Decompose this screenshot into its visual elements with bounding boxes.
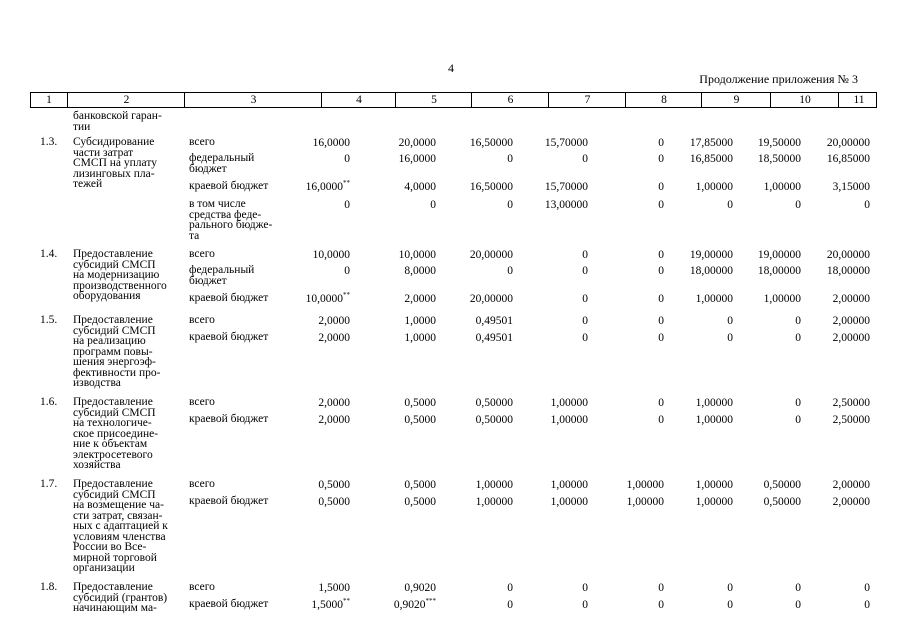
line-label: всего (189, 396, 215, 408)
cell-value (696, 293, 733, 305)
cell-value (306, 181, 350, 193)
cell-value (404, 582, 436, 594)
cell-value-text: 2,00000 (832, 496, 870, 508)
line-label: всего (189, 248, 215, 260)
footnote-mark: *** (425, 597, 436, 605)
cell-value-text: 20,00000 (826, 249, 870, 261)
cell-value-text: 1,5000 (318, 582, 350, 594)
cell-value (404, 265, 436, 277)
cell-value (404, 293, 436, 305)
cell-value (582, 315, 588, 327)
cell-value (696, 181, 733, 193)
cell-value-text: 0 (864, 582, 870, 594)
row-name: Предоставление субсидий СМСП на модернизацию производственного оборудования (73, 248, 167, 302)
cell-value-text: 0,5000 (318, 496, 350, 508)
cell-value (545, 199, 588, 211)
cell-value (344, 265, 350, 277)
cell-value (758, 265, 801, 277)
line-label: краевой бюджет (189, 495, 269, 507)
line-label: федеральный бюджет (189, 264, 255, 287)
cell-value (399, 153, 436, 165)
cell-value-text: 0 (795, 199, 801, 211)
cell-value-text: 1,00000 (695, 181, 733, 193)
cell-value-text: 3,15000 (832, 181, 870, 193)
line-label: в том числе средства феде- рального бюдже- та (189, 198, 273, 242)
cell-value (658, 293, 664, 305)
cell-value (318, 414, 350, 426)
cell-value-text: 0 (658, 153, 664, 165)
cell-value (627, 496, 664, 508)
cell-value (795, 582, 801, 594)
cell-value-text: 18,00000 (757, 265, 801, 277)
cell-value (627, 479, 664, 491)
cell-value (551, 479, 588, 491)
cell-value (658, 199, 664, 211)
cell-value-text: 1,00000 (695, 496, 733, 508)
cell-value (833, 397, 870, 409)
cell-value-text: 1,00000 (763, 181, 801, 193)
line-label: краевой бюджет (189, 598, 269, 610)
cell-value-text: 0 (658, 265, 664, 277)
cell-value-text: 0 (582, 582, 588, 594)
cell-value-text: 16,85000 (689, 153, 733, 165)
cell-value-text: 0 (507, 199, 513, 211)
cell-value-text: 0 (344, 265, 350, 277)
cell-value (507, 265, 513, 277)
header-col: 3 (184, 93, 322, 107)
cell-value-text: 0 (658, 137, 664, 149)
line-label: всего (189, 136, 215, 148)
cell-value (318, 496, 350, 508)
cell-value (470, 249, 513, 261)
line-label: краевой бюджет (189, 180, 269, 192)
cell-value (507, 199, 513, 211)
cell-value-text: 2,00000 (832, 315, 870, 327)
cell-value (696, 397, 733, 409)
cell-value-text: 0 (344, 153, 350, 165)
cell-value (394, 599, 436, 611)
cell-value (404, 315, 436, 327)
cell-value (658, 599, 664, 611)
cell-value (318, 397, 350, 409)
cell-value-text: 0 (507, 153, 513, 165)
cell-value-text: 1,00000 (475, 496, 513, 508)
row-number: 1.4. (40, 248, 58, 260)
cell-value (658, 153, 664, 165)
cell-value-text: 0 (582, 293, 588, 305)
continuation-caption: Продолжение приложения № 3 (699, 72, 858, 86)
cell-value-text: 20,0000 (398, 137, 436, 149)
cell-value-text: 2,00000 (832, 479, 870, 491)
line-label: краевой бюджет (189, 413, 269, 425)
cell-value-text: 1,00000 (695, 414, 733, 426)
cell-value-text: 2,50000 (832, 414, 870, 426)
cell-value-text: 0,5000 (404, 414, 436, 426)
cell-value (476, 397, 513, 409)
cell-value-text: 1,00000 (695, 397, 733, 409)
cell-value-text: 17,85000 (689, 137, 733, 149)
row-name: Предоставление субсидий (грантов) начинающим ма- (73, 581, 168, 614)
cell-value (658, 265, 664, 277)
cell-value-text: 1,00000 (626, 479, 664, 491)
cell-value-text: 19,00000 (757, 249, 801, 261)
cell-value-text: 1,00000 (626, 496, 664, 508)
cell-value (344, 199, 350, 211)
cell-value (658, 332, 664, 344)
footnote-mark: ** (343, 179, 350, 187)
cell-value-text: 2,50000 (832, 397, 870, 409)
cell-value-text: 20,00000 (469, 249, 513, 261)
cell-value-text: 18,00000 (826, 265, 870, 277)
cell-value-text: 0 (795, 332, 801, 344)
cell-value (833, 496, 870, 508)
cell-value-text: 18,50000 (757, 153, 801, 165)
cell-value-text: 1,00000 (550, 479, 588, 491)
page-number: 4 (448, 61, 454, 75)
cell-value (833, 293, 870, 305)
cell-value (430, 199, 436, 211)
cell-value-text: 0 (658, 293, 664, 305)
cell-value (864, 599, 870, 611)
cell-value-text: 0 (658, 599, 664, 611)
cell-value-text: 0 (507, 265, 513, 277)
cell-value (864, 582, 870, 594)
cell-value-text: 0 (582, 315, 588, 327)
cell-value (582, 332, 588, 344)
cell-value (470, 181, 513, 193)
cell-value (690, 249, 733, 261)
cell-value (827, 137, 870, 149)
cell-value-text: 1,0000 (404, 332, 436, 344)
cell-value-text: 0 (658, 249, 664, 261)
cell-value-text: 0 (727, 199, 733, 211)
cell-value (758, 249, 801, 261)
cell-value (404, 414, 436, 426)
cell-value-text: 0 (658, 582, 664, 594)
cell-value (795, 315, 801, 327)
cell-value (833, 181, 870, 193)
cell-value (470, 137, 513, 149)
cell-value (727, 332, 733, 344)
cell-value (833, 332, 870, 344)
cell-value (306, 293, 350, 305)
header-col: 11 (838, 93, 879, 107)
table-header (30, 92, 877, 108)
cell-value-text: 0 (864, 199, 870, 211)
cell-value (658, 397, 664, 409)
cell-value (313, 137, 350, 149)
cell-value (551, 397, 588, 409)
cell-value-text: 8,0000 (404, 265, 436, 277)
cell-value-text: 19,50000 (757, 137, 801, 149)
cell-value-text: 0 (795, 397, 801, 409)
cell-value-text: 2,0000 (404, 293, 436, 305)
line-label: всего (189, 478, 215, 490)
footnote-mark: ** (343, 291, 350, 299)
cell-value (318, 479, 350, 491)
cell-value (311, 599, 350, 611)
cell-value-text: 0 (507, 582, 513, 594)
cell-value (476, 414, 513, 426)
cell-value (507, 582, 513, 594)
header-col: 7 (548, 93, 626, 107)
header-col: 1 (46, 94, 52, 106)
row-name: Предоставление субсидий СМСП на возмещение ча- сти затрат, связан- ных с адаптацией к условиям членства России во Все- мирной торговой организации (73, 478, 168, 574)
row-number: 1.7. (40, 478, 58, 490)
cell-value-text: 0 (582, 249, 588, 261)
header-col: 4 (321, 93, 396, 107)
cell-value (476, 315, 513, 327)
cell-value (507, 153, 513, 165)
row-number: 1.5. (40, 314, 58, 326)
cell-value-text: 2,0000 (318, 414, 350, 426)
cell-value-text: 0 (582, 332, 588, 344)
cell-value-text: 0 (658, 199, 664, 211)
cell-value (582, 599, 588, 611)
cell-value-text: 0,50000 (475, 414, 513, 426)
cell-value (764, 479, 801, 491)
cell-value-text: 0 (727, 599, 733, 611)
cell-value (476, 479, 513, 491)
cell-value (764, 496, 801, 508)
cell-value-text: 0,50000 (763, 496, 801, 508)
cell-value-text: 0 (795, 582, 801, 594)
cell-value-text: 0 (582, 599, 588, 611)
cell-value-text: 20,00000 (469, 293, 513, 305)
cell-value-text: 0 (864, 599, 870, 611)
cell-value (551, 414, 588, 426)
cell-value-text: 0 (430, 199, 436, 211)
cell-value (476, 496, 513, 508)
cell-value (690, 153, 733, 165)
cell-value-text: 0 (658, 397, 664, 409)
row-number: 1.6. (40, 396, 58, 408)
cell-value (404, 397, 436, 409)
cell-value-text: 2,0000 (318, 397, 350, 409)
cell-value-text: 16,0000 (398, 153, 436, 165)
cell-value-text: 0,49501 (475, 332, 513, 344)
cell-value-text: 1,00000 (695, 293, 733, 305)
cell-value-text: 0,50000 (763, 479, 801, 491)
cell-value (696, 414, 733, 426)
cell-value (582, 249, 588, 261)
cell-value (690, 265, 733, 277)
cell-value-text: 16,0000 (305, 181, 343, 193)
cell-value-text: 0 (727, 332, 733, 344)
cell-value (404, 496, 436, 508)
header-col: 5 (395, 93, 472, 107)
cell-value (795, 599, 801, 611)
cell-value (758, 153, 801, 165)
cell-value (764, 181, 801, 193)
cell-value-text: 0 (507, 599, 513, 611)
cell-value-text: 0 (344, 199, 350, 211)
cell-value-text: 2,00000 (832, 293, 870, 305)
row-name: Предоставление субсидий СМСП на реализацию программ повы- шения энергоэф- фективности про- изводства (73, 314, 161, 389)
cell-value (795, 199, 801, 211)
cell-value-text: 1,00000 (550, 496, 588, 508)
cell-value-text: 0,9020 (404, 582, 436, 594)
cell-value (545, 137, 588, 149)
cell-value (582, 153, 588, 165)
cell-value (758, 137, 801, 149)
line-label: всего (189, 314, 215, 326)
cell-value (507, 599, 513, 611)
cell-value-text: 0,5000 (404, 479, 436, 491)
cell-value (404, 479, 436, 491)
line-label: краевой бюджет (189, 292, 269, 304)
cell-value-text: 0 (727, 582, 733, 594)
cell-value (827, 153, 870, 165)
cell-value-text: 2,0000 (318, 315, 350, 327)
cell-value (318, 315, 350, 327)
cell-value (399, 137, 436, 149)
cell-value (404, 181, 436, 193)
cell-value (690, 137, 733, 149)
cell-value-text: 1,00000 (550, 397, 588, 409)
line-label: федеральный бюджет (189, 152, 255, 175)
cell-value-text: 0,49501 (475, 315, 513, 327)
row-number: 1.8. (40, 581, 58, 593)
cell-value (864, 199, 870, 211)
header-col: 10 (770, 93, 839, 107)
cell-value (833, 315, 870, 327)
row-number: 1.3. (40, 136, 58, 148)
cell-value (658, 249, 664, 261)
cell-value-text: 16,85000 (826, 153, 870, 165)
cell-value-text: 1,00000 (763, 293, 801, 305)
cell-value-text: 1,00000 (695, 479, 733, 491)
cell-value (827, 265, 870, 277)
cell-value-text: 16,50000 (469, 137, 513, 149)
cell-value (658, 582, 664, 594)
cell-value (696, 496, 733, 508)
header-col: 9 (701, 93, 771, 107)
cell-value-text: 1,0000 (404, 315, 436, 327)
cell-value (795, 332, 801, 344)
cell-value (582, 293, 588, 305)
cell-value (764, 293, 801, 305)
cell-value (476, 332, 513, 344)
cell-value-text: 0 (658, 332, 664, 344)
cell-value-text: 0 (795, 599, 801, 611)
cell-value-text: 18,00000 (689, 265, 733, 277)
cell-value-text: 20,00000 (826, 137, 870, 149)
cell-value-text: 0 (658, 315, 664, 327)
cell-value (833, 414, 870, 426)
footnote-mark: ** (343, 597, 350, 605)
line-label: всего (189, 581, 215, 593)
cell-value-text: 0 (795, 315, 801, 327)
cell-value (404, 332, 436, 344)
cell-value-text: 2,00000 (832, 332, 870, 344)
cell-value (727, 199, 733, 211)
cell-value-text: 4,0000 (404, 181, 436, 193)
cell-value-text: 10,0000 (312, 249, 350, 261)
carry-over-text: банковской гаран- тии (73, 110, 162, 133)
cell-value (318, 582, 350, 594)
cell-value (582, 582, 588, 594)
cell-value-text: 0 (658, 181, 664, 193)
cell-value-text: 1,00000 (550, 414, 588, 426)
row-name: Субсидирование части затрат СМСП на уплату лизинговых пла- тежей (73, 136, 157, 190)
cell-value (470, 293, 513, 305)
cell-value (318, 332, 350, 344)
cell-value (727, 315, 733, 327)
cell-value (727, 582, 733, 594)
cell-value (833, 479, 870, 491)
cell-value (727, 599, 733, 611)
cell-value (658, 181, 664, 193)
cell-value (795, 414, 801, 426)
cell-value-text: 0,5000 (318, 479, 350, 491)
cell-value (696, 479, 733, 491)
cell-value (545, 181, 588, 193)
cell-value (827, 249, 870, 261)
cell-value-text: 2,0000 (318, 332, 350, 344)
cell-value (658, 137, 664, 149)
cell-value-text: 15,70000 (544, 137, 588, 149)
header-col: 8 (625, 93, 702, 107)
cell-value (399, 249, 436, 261)
cell-value-text: 16,0000 (312, 137, 350, 149)
cell-value (344, 153, 350, 165)
cell-value-text: 0,9020 (393, 599, 426, 611)
header-col: 2 (67, 93, 185, 107)
cell-value (658, 315, 664, 327)
cell-value-text: 0 (795, 414, 801, 426)
cell-value-text: 0,5000 (404, 397, 436, 409)
cell-value (313, 249, 350, 261)
line-label: краевой бюджет (189, 331, 269, 343)
cell-value-text: 13,00000 (544, 199, 588, 211)
cell-value-text: 1,5000 (311, 599, 343, 611)
cell-value-text: 0 (582, 153, 588, 165)
cell-value (582, 265, 588, 277)
cell-value-text: 0 (658, 414, 664, 426)
cell-value-text: 19,00000 (689, 249, 733, 261)
cell-value-text: 0 (582, 265, 588, 277)
cell-value-text: 15,70000 (544, 181, 588, 193)
cell-value (795, 397, 801, 409)
cell-value-text: 1,00000 (475, 479, 513, 491)
cell-value-text: 0,5000 (404, 496, 436, 508)
cell-value-text: 0,50000 (475, 397, 513, 409)
cell-value (551, 496, 588, 508)
cell-value (658, 414, 664, 426)
cell-value-text: 16,50000 (469, 181, 513, 193)
cell-value-text: 0 (727, 315, 733, 327)
header-col: 6 (471, 93, 549, 107)
cell-value-text: 10,0000 (305, 293, 343, 305)
cell-value-text: 10,0000 (398, 249, 436, 261)
row-name: Предоставление субсидий СМСП на технологиче- ское присоедине- ние к объектам электросетевого хозяйства (73, 396, 159, 471)
